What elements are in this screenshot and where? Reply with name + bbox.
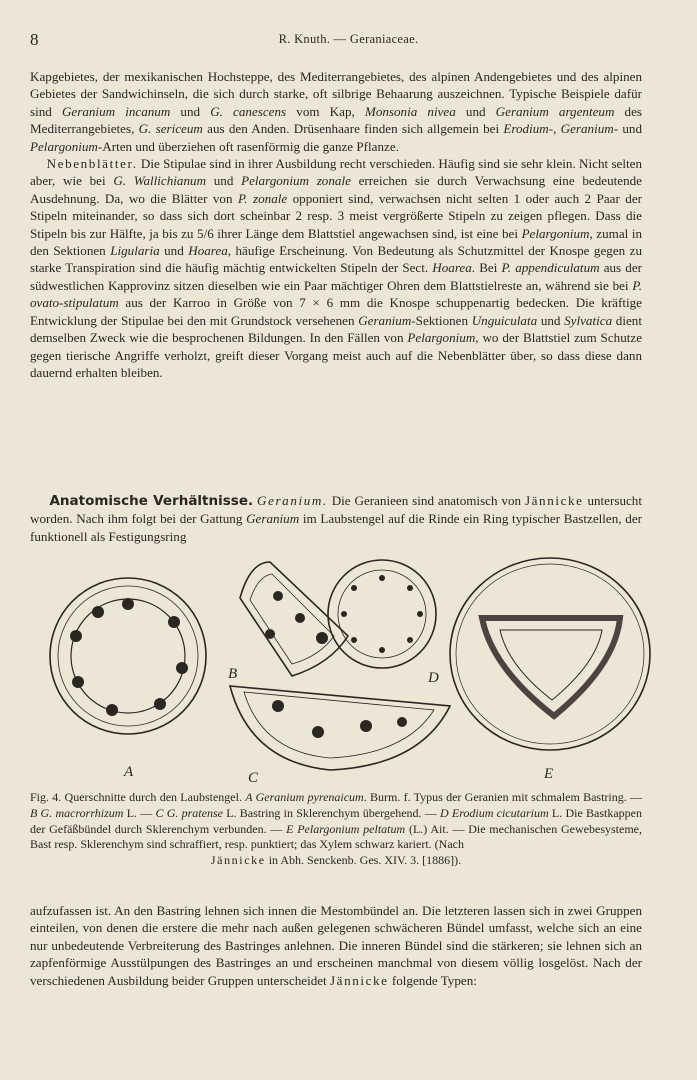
paragraph-bastring: aufzufassen ist. An den Bastring lehnen sich innen die Mestombündel an. Die letzteren lassen sich in zwei Gruppen einteilen, von denen die erstere die mehr nach außen gelegenen schwächeren Bündel umfasst, welche sich an eine nur unbedeutende Verbreiterung des Bastringes anlehnen. Die inneren Bündel sind die stärkeren; sie lehnen sich an zapfenförmige Ausstülpungen des Bastringes an und erscheinen manchmal von diesem völlig losgelöst. Nach der verschiedenen Ausbildung beider Gruppen unterscheidet Jännicke folgende Typen: <box>30 903 642 988</box>
cross-section-c <box>230 686 450 770</box>
paragraph-lead: Nebenblätter. <box>46 156 138 172</box>
cross-section-illustrations <box>30 556 680 788</box>
figure-caption: Fig. 4. Querschnitte durch den Laubstengel. A Geranium pyrenaicum. Burm. f. Typus der Geranien mit schmalem Bastring. — B G. macrorrhizum L. — C G. pratense L. Bastring in Sklerenchym übergehend. — D Erodium cicutarium L. Die Bastkappen der Gefäßbündel durch Sklerenchym verbunden. — E Pelargonium peltatum (L.) Ait. — Die mechanischen Gewebesysteme, Bast resp. Sklerenchym sind schraffiert, resp. punktiert; das Xylem schwarz kariert. (Nach Jännicke in Abh. Senckenb. Ges. XIV. 3. [1886]). <box>30 790 643 868</box>
cross-section-e <box>450 558 650 750</box>
text-block-upper <box>30 68 642 381</box>
figure-stem-cross-sections <box>30 556 680 788</box>
section-genus: Geranium. <box>257 493 328 508</box>
section-title: Anatomische Verhältnisse. <box>49 493 254 509</box>
cross-section-b <box>240 562 348 676</box>
running-title: R. Knuth. — Geraniaceae. <box>278 32 419 46</box>
page-number: 8 <box>30 30 39 49</box>
section-anatomie: Anatomische Verhältnisse. Geranium. Die Geranieen sind anatomisch von Jännicke untersucht worden. Nach ihm folgt bei der Gattung Geranium im Laubstengel auf die Rinde ein Ring typischer Bastzellen, der funktionell als Festigungsring <box>30 493 642 544</box>
figure-label-c: C <box>248 770 259 786</box>
figure-label-d: D <box>428 670 439 686</box>
paragraph-nebenblaetter: Nebenblätter. Die Stipulae sind in ihrer Ausbildung recht verschieden. Häufig sind sie sehr klein. Nicht selten aber, wie bei G. Wallichianum und Pelargonium zonale erreichen sie durch Verwachsung eine bedeutende Ausdehnung. Da, wo die Blätter von P. zonale opponiert sind, verwachsen nicht selten 1 oder auch 2 Paar der Stipeln miteinander, so dass sich dort scheinbar 2 resp. 3 meist vergrößerte Stipeln zu zeigen pflegen. Dass die Stipeln bis zur Hälfte, ja bis zu 5/6 ihrer Länge dem Blattstiel angewachsen sind, ist eine bei Pelargonium, zumal in den Sektionen Ligularia und Hoarea, häufige Erscheinung. Von Bedeutung als Schutzmittel der Knospe gegen zu starke Transpiration sind die häufig mächtig entwickelten Stipeln der Sect. Hoarea. Bei P. appendiculatum aus der südwestlichen Kapprovinz sitzen dieselben wie ein Paar mächtiger Ohren dem Blattstielreste an, während sie bei P. ovato-stipulatum aus der Karroo in Größe von 7 × 6 mm die Knospe schuppenartig bedecken. Die kräftige Entwicklung der Stipulae bei den mit Grundstock versehenen Geranium-Sektionen Unguiculata und Sylvatica dient demselben Zweck wie die besprochenen Bildungen. In den Fällen von Pelargonium, wo der Blattstiel zum Schutze gegen tierische Angriffe verholzt, greift dieser Vorgang meist auch auf die Nebenblätter über, so dass diese dann dauernd erhalten bleiben. <box>30 156 643 380</box>
figure-label-e: E <box>544 766 554 782</box>
figure-label-a: A <box>124 764 134 780</box>
text-block-lower <box>30 902 642 989</box>
paragraph-behaarung: Kapgebietes, der mexikanischen Hochsteppe, des Mediterrangebietes, des alpinen Andengebietes und des alpinen Gebietes der Sandwichinseln, die sich durch starke, oft silbrige Behaarung auszeichnen. Typische Beispiele dafür sind Geranium incanum und G. canescens vom Kap, Monsonia nivea und Geranium argenteum des Mediterrangebietes, G. sericeum aus den Anden. Drüsenhaare finden sich allgemein bei Erodium-, Geranium- und Pelargonium-Arten und überziehen oft rasenförmig die ganze Pflanze. <box>30 69 643 154</box>
page-header <box>0 30 697 52</box>
figure-label-b: B <box>228 666 238 682</box>
